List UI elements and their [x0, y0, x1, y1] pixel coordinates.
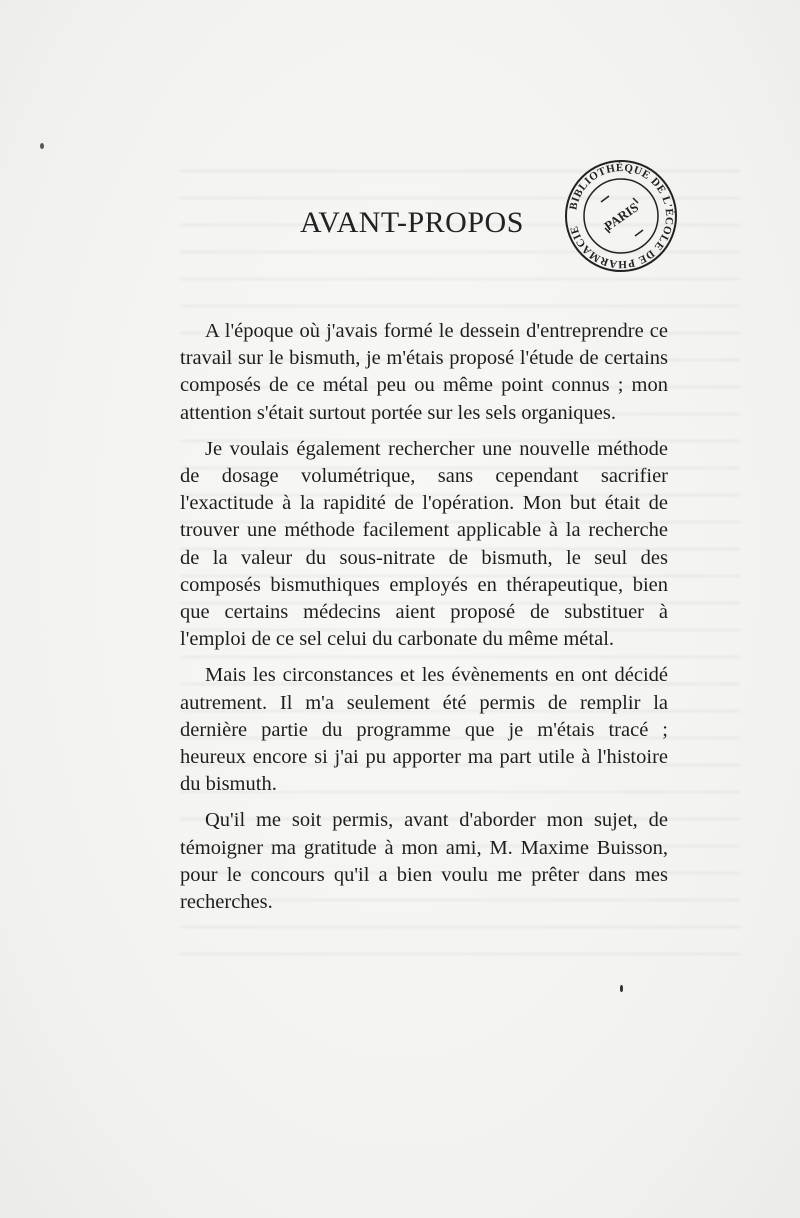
paper-speck: [40, 143, 44, 149]
paragraph: Qu'il me soit permis, avant d'aborder mon sujet, de témoigner ma gratitude à mon ami, M. Maxime Buisson, pour le concours qu'il a bien voulu me prêter dans mes recherches.: [180, 809, 668, 914]
paragraph: Mais les circonstances et les évènements en ont décidé autrement. Il m'a seulement été permis de remplir la dernière partie du programme que je m'étais tracé ; heureux encore si j'ai pu apporter ma part utile à l'histoire du bismuth.: [180, 664, 668, 796]
paper-speck: [620, 985, 623, 992]
page-title: AVANT-PROPOS: [300, 206, 524, 239]
stamp-ring-text: BIBLIOTHÈQUE DE L'ÉCOLE DE PHARMACIE: [567, 161, 676, 271]
stamp-center-text: PARIS: [601, 199, 642, 234]
library-stamp: [563, 158, 679, 274]
body-text: [180, 318, 668, 925]
paragraph: A l'époque où j'avais formé le dessein d'entreprendre ce travail sur le bismuth, je m'étais proposé l'étude de certains composés de ce métal peu ou même point connus ; mon attention s'était surtout portée sur les sels organiques.: [180, 320, 668, 424]
paragraph: Je voulais également rechercher une nouvelle méthode de dosage volumétrique, sans cependant sacrifier l'exactitude à la rapidité de l'opération. Mon but était de trouver une méthode facilement applicable à la recherche de la valeur du sous-nitrate de bismuth, le seul des composés bismuthiques employés en thérapeutique, bien que certains médecins aient proposé de substituer à l'emploi de ce sel celui du carbonate du même métal.: [180, 437, 668, 651]
